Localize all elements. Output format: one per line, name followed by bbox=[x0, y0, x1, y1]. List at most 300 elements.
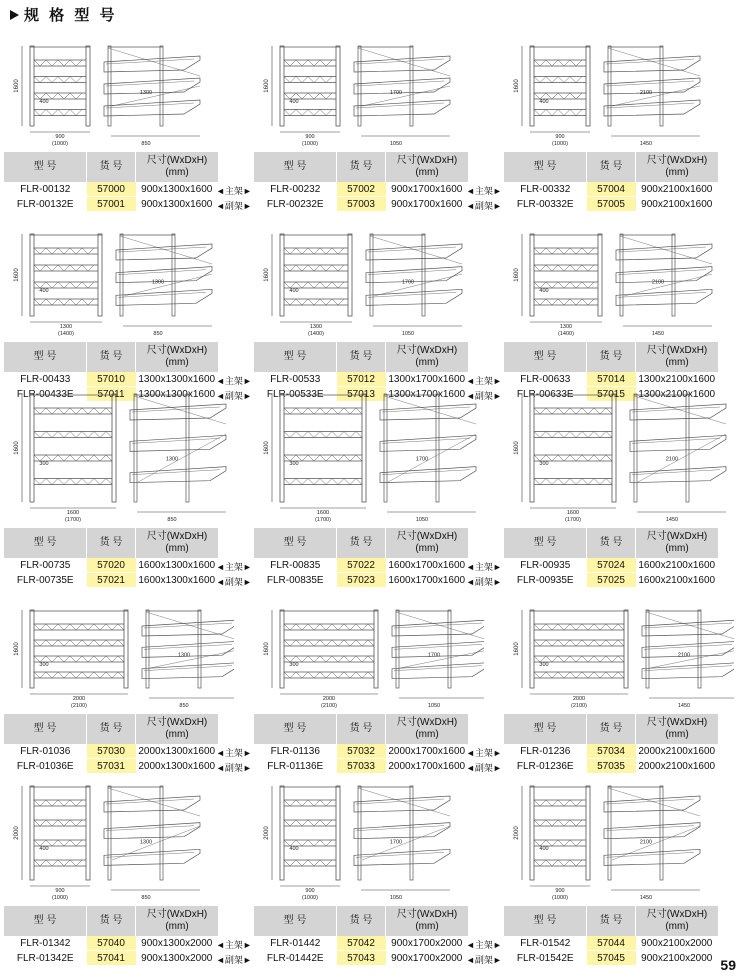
depth-dimension-label: 2100 bbox=[651, 279, 665, 286]
extension-dimension-label: 1450 bbox=[639, 141, 653, 147]
upright-right bbox=[586, 786, 590, 880]
code-cell: 57013 bbox=[337, 387, 386, 402]
header-size bbox=[636, 342, 719, 372]
rack-diagram bbox=[254, 604, 484, 714]
header-size-line1: 尺寸(WxDxH) bbox=[396, 717, 458, 728]
spec-cell bbox=[254, 40, 502, 214]
header-size-line1: 尺寸(WxDxH) bbox=[146, 909, 208, 920]
height-dimension-label: 2000 bbox=[14, 826, 20, 840]
height-dimension-label: 1600 bbox=[264, 268, 270, 282]
role-label-main: ◄主架► bbox=[216, 562, 252, 572]
upright-left bbox=[280, 46, 284, 126]
header-size bbox=[136, 906, 219, 936]
rack-diagram bbox=[504, 228, 734, 342]
depth-dimension-label: 1700 bbox=[389, 90, 403, 96]
spec-row bbox=[254, 744, 468, 759]
spec-table-header bbox=[4, 714, 218, 744]
side-view bbox=[630, 394, 726, 502]
upright-right bbox=[336, 786, 340, 880]
spec-table bbox=[4, 528, 218, 587]
model-cell: FLR-00633E bbox=[516, 388, 574, 400]
header-code: 货 号 bbox=[87, 342, 136, 372]
height-dimension-label: 1600 bbox=[264, 79, 270, 93]
front-view bbox=[530, 610, 628, 688]
flow-shelf bbox=[392, 620, 484, 636]
code-cell: 57002 bbox=[337, 182, 386, 197]
spec-row bbox=[504, 936, 718, 951]
model-cell: FLR-00433 bbox=[4, 372, 87, 387]
upright-right bbox=[362, 394, 366, 502]
rack-diagram bbox=[4, 780, 234, 906]
code-cell: 57040 bbox=[87, 936, 136, 951]
header-model: 型 号 bbox=[504, 906, 587, 936]
page-number: 59 bbox=[720, 957, 736, 973]
extension-dimension-label: 1050 bbox=[389, 895, 403, 901]
spec-table-header bbox=[254, 906, 468, 936]
code-cell: 57015 bbox=[587, 387, 636, 402]
flow-shelf bbox=[392, 663, 484, 679]
flow-shelf bbox=[630, 467, 726, 483]
page-title-text: 规 格 型 号 bbox=[24, 7, 118, 24]
flow-shelf bbox=[354, 100, 450, 116]
upright-left bbox=[530, 610, 534, 688]
front-view bbox=[530, 46, 590, 126]
code-cell: 57030 bbox=[87, 744, 136, 759]
size-cell: 900x1300x1600 bbox=[141, 198, 213, 210]
width-dimension-label: 900 bbox=[55, 134, 65, 140]
model-cell: FLR-01036 bbox=[4, 744, 87, 759]
side-view bbox=[604, 786, 700, 880]
model-cell: FLR-00332 bbox=[504, 182, 587, 197]
spec-row bbox=[254, 573, 468, 588]
upright-left bbox=[280, 786, 284, 880]
header-size-line2: (mm) bbox=[665, 729, 689, 740]
code-cell: 57035 bbox=[587, 759, 636, 774]
model-cell: FLR-00232E bbox=[266, 198, 324, 210]
rack-drawing bbox=[254, 40, 484, 152]
role-label-main: ◄主架► bbox=[466, 940, 502, 950]
rack-diagram bbox=[254, 40, 484, 152]
code-cell: 57043 bbox=[337, 951, 386, 966]
height-dimension-label: 1600 bbox=[14, 268, 20, 282]
width-overall-label: (2100) bbox=[571, 703, 587, 709]
rack-drawing bbox=[254, 228, 484, 342]
flow-shelf bbox=[130, 404, 226, 420]
size-cell: 1300x1700x1600 bbox=[386, 372, 469, 387]
rack-diagram bbox=[504, 388, 734, 528]
header-size bbox=[386, 152, 469, 182]
role-label-sub: ◄副架► bbox=[216, 201, 252, 211]
header-model: 型 号 bbox=[504, 152, 587, 182]
rack-drawing bbox=[4, 388, 234, 528]
flow-shelf bbox=[104, 100, 200, 116]
front-view bbox=[30, 786, 90, 880]
rack-diagram bbox=[4, 604, 234, 714]
rack-drawing bbox=[254, 388, 484, 528]
width-dimension-label: 900 bbox=[305, 134, 315, 140]
shelf-pitch-label: 400 bbox=[39, 846, 49, 852]
spec-cell bbox=[504, 228, 734, 404]
shelf-pitch-label: 400 bbox=[39, 288, 49, 294]
size-cell: 2000x1700x1600 bbox=[386, 744, 469, 759]
spec-table bbox=[254, 906, 468, 965]
flow-shelf bbox=[380, 467, 476, 483]
header-size bbox=[386, 906, 469, 936]
role-label-sub: ◄副架► bbox=[466, 577, 502, 587]
upright-right bbox=[586, 46, 590, 126]
front-view bbox=[280, 394, 366, 502]
size-cell: 900x1300x1600 bbox=[136, 182, 219, 197]
flow-shelf bbox=[354, 56, 450, 72]
depth-dimension-label: 1300 bbox=[139, 90, 153, 96]
extension-dimension-label: 1050 bbox=[415, 517, 429, 523]
size-cell: 900x2100x1600 bbox=[641, 198, 713, 210]
depth-dimension-label: 1700 bbox=[415, 456, 429, 463]
width-overall-label: (1400) bbox=[58, 331, 74, 337]
flow-shelf bbox=[142, 620, 234, 636]
code-cell: 57045 bbox=[587, 951, 636, 966]
header-size-line2: (mm) bbox=[665, 543, 689, 554]
rack-diagram bbox=[4, 388, 234, 528]
flow-shelf bbox=[630, 404, 726, 420]
shelf-pitch-label: 300 bbox=[539, 461, 549, 467]
spec-table-header bbox=[504, 906, 718, 936]
model-cell: FLR-00835 bbox=[254, 558, 337, 573]
header-code: 货 号 bbox=[87, 528, 136, 558]
upright-left bbox=[530, 46, 534, 126]
header-size bbox=[136, 152, 219, 182]
depth-dimension-label: 2100 bbox=[639, 839, 653, 846]
code-cell: 57005 bbox=[587, 197, 636, 212]
depth-dimension-label: 2100 bbox=[677, 652, 691, 659]
front-view bbox=[530, 786, 590, 880]
header-model: 型 号 bbox=[504, 528, 587, 558]
spec-table bbox=[504, 152, 718, 211]
header-size-line2: (mm) bbox=[165, 729, 189, 740]
spec-cell bbox=[504, 604, 734, 776]
model-cell: FLR-01542E bbox=[516, 952, 574, 964]
spec-table-header bbox=[504, 152, 718, 182]
height-dimension-label: 1600 bbox=[14, 79, 20, 93]
spec-row bbox=[254, 182, 468, 197]
header-model: 型 号 bbox=[4, 714, 87, 744]
size-cell: 2000x1300x1600 bbox=[136, 744, 219, 759]
page-title bbox=[10, 4, 118, 25]
role-label-sub: ◄副架► bbox=[466, 201, 502, 211]
shelf-pitch-label: 300 bbox=[539, 662, 549, 668]
model-cell: FLR-00735 bbox=[4, 558, 87, 573]
header-size bbox=[636, 906, 719, 936]
front-view bbox=[530, 234, 602, 316]
upright-left bbox=[30, 610, 34, 688]
height-dimension-label: 1600 bbox=[14, 642, 20, 656]
code-cell: 57014 bbox=[587, 372, 636, 387]
spec-table bbox=[504, 528, 718, 587]
size-cell: 1300x1300x1600 bbox=[136, 372, 219, 387]
height-dimension-label: 2000 bbox=[514, 826, 520, 840]
header-model: 型 号 bbox=[254, 342, 337, 372]
role-label-main: ◄主架► bbox=[216, 376, 252, 386]
spec-table-header bbox=[4, 342, 218, 372]
spec-cell bbox=[4, 604, 252, 776]
header-size-line2: (mm) bbox=[415, 357, 439, 368]
rack-diagram bbox=[254, 780, 484, 906]
role-label-sub: ◄副架► bbox=[216, 763, 252, 773]
side-view bbox=[616, 234, 712, 316]
spec-row bbox=[4, 182, 218, 197]
width-overall-label: (1700) bbox=[315, 517, 331, 523]
spec-table bbox=[4, 152, 218, 211]
width-dimension-label: 1600 bbox=[316, 510, 330, 516]
upright-right bbox=[374, 610, 378, 688]
height-dimension-label: 1600 bbox=[514, 79, 520, 93]
header-code: 货 号 bbox=[587, 714, 636, 744]
header-size bbox=[636, 152, 719, 182]
flow-shelf bbox=[366, 244, 462, 260]
width-dimension-label: 900 bbox=[555, 888, 565, 894]
spec-table bbox=[254, 714, 468, 773]
role-label-main: ◄主架► bbox=[216, 186, 252, 196]
size-cell: 2000x1700x1600 bbox=[388, 760, 466, 772]
code-cell: 57020 bbox=[87, 558, 136, 573]
header-model: 型 号 bbox=[4, 906, 87, 936]
header-code: 货 号 bbox=[337, 906, 386, 936]
header-code: 货 号 bbox=[87, 714, 136, 744]
spec-row bbox=[254, 197, 468, 212]
header-model: 型 号 bbox=[254, 714, 337, 744]
flow-shelf bbox=[604, 823, 700, 839]
spec-row bbox=[504, 372, 718, 387]
rack-diagram bbox=[4, 228, 234, 342]
header-model: 型 号 bbox=[4, 342, 87, 372]
code-cell: 57034 bbox=[587, 744, 636, 759]
front-view bbox=[30, 394, 116, 502]
spec-row bbox=[4, 951, 218, 966]
size-cell: 900x2100x2000 bbox=[636, 936, 719, 951]
header-code: 货 号 bbox=[587, 342, 636, 372]
rack-drawing bbox=[4, 604, 234, 714]
spec-cell bbox=[254, 228, 502, 404]
upright-left bbox=[530, 786, 534, 880]
flow-shelf bbox=[130, 467, 226, 483]
width-overall-label: (1000) bbox=[302, 895, 318, 901]
header-model: 型 号 bbox=[4, 152, 87, 182]
model-cell: FLR-00332E bbox=[516, 198, 574, 210]
flow-shelf bbox=[642, 620, 734, 636]
size-cell: 1600x2100x1600 bbox=[638, 574, 716, 586]
width-dimension-label: 1600 bbox=[66, 510, 80, 516]
spec-row bbox=[504, 182, 718, 197]
model-cell: FLR-01136E bbox=[267, 760, 324, 772]
depth-dimension-label: 1300 bbox=[139, 839, 153, 846]
size-cell: 900x1700x1600 bbox=[386, 182, 469, 197]
width-dimension-label: 1300 bbox=[309, 324, 323, 330]
spec-row bbox=[254, 759, 468, 774]
side-view bbox=[354, 46, 450, 126]
header-size-line2: (mm) bbox=[165, 921, 189, 932]
role-label-main: ◄主架► bbox=[466, 186, 502, 196]
height-dimension-label: 1600 bbox=[514, 642, 520, 656]
size-cell: 1600x1300x1600 bbox=[136, 558, 219, 573]
spec-table bbox=[4, 906, 218, 965]
code-cell: 57000 bbox=[87, 182, 136, 197]
header-size bbox=[386, 714, 469, 744]
rack-diagram bbox=[254, 228, 484, 342]
side-view bbox=[116, 234, 212, 316]
extension-dimension-label: 850 bbox=[141, 141, 151, 147]
front-view bbox=[280, 46, 340, 126]
side-view bbox=[604, 46, 700, 126]
width-overall-label: (1000) bbox=[552, 141, 568, 147]
depth-dimension-label: 2100 bbox=[665, 456, 679, 463]
front-view bbox=[30, 46, 90, 126]
upright-left bbox=[30, 394, 34, 502]
model-cell: FLR-00533 bbox=[254, 372, 337, 387]
front-view bbox=[280, 786, 340, 880]
header-size-line2: (mm) bbox=[165, 543, 189, 554]
model-cell: FLR-01442 bbox=[254, 936, 337, 951]
spec-row bbox=[504, 744, 718, 759]
header-size bbox=[386, 342, 469, 372]
upright-right bbox=[612, 394, 616, 502]
shelf-pitch-label: 400 bbox=[539, 99, 549, 105]
header-size-line1: 尺寸(WxDxH) bbox=[646, 155, 708, 166]
header-size bbox=[636, 714, 719, 744]
width-dimension-label: 1600 bbox=[566, 510, 580, 516]
upright-left bbox=[280, 610, 284, 688]
header-size-line2: (mm) bbox=[415, 729, 439, 740]
header-size-line1: 尺寸(WxDxH) bbox=[646, 531, 708, 542]
role-label-main: ◄主架► bbox=[466, 562, 502, 572]
shelf-pitch-label: 400 bbox=[289, 288, 299, 294]
spec-cell bbox=[4, 40, 252, 214]
model-cell: FLR-01036E bbox=[16, 760, 74, 772]
model-cell: FLR-00835E bbox=[266, 574, 324, 586]
spec-row bbox=[4, 558, 218, 573]
spec-row bbox=[4, 744, 218, 759]
height-dimension-label: 1600 bbox=[14, 441, 20, 455]
flow-shelf bbox=[130, 435, 226, 451]
code-cell: 57032 bbox=[337, 744, 386, 759]
size-cell: 900x1700x1600 bbox=[391, 198, 463, 210]
width-overall-label: (2100) bbox=[321, 703, 337, 709]
shelf-pitch-label: 400 bbox=[289, 846, 299, 852]
side-view bbox=[642, 610, 734, 688]
size-cell: 1300x2100x1600 bbox=[638, 388, 716, 400]
code-cell: 57023 bbox=[337, 573, 386, 588]
model-cell: FLR-01342E bbox=[16, 952, 74, 964]
flow-shelf bbox=[116, 289, 212, 305]
spec-row bbox=[254, 558, 468, 573]
spec-table-header bbox=[4, 152, 218, 182]
role-label-sub: ◄副架► bbox=[466, 955, 502, 965]
model-cell: FLR-01236 bbox=[504, 744, 587, 759]
extension-dimension-label: 850 bbox=[141, 895, 151, 901]
spec-table-header bbox=[504, 342, 718, 372]
spec-row bbox=[4, 197, 218, 212]
shelf-pitch-label: 300 bbox=[39, 662, 49, 668]
header-size bbox=[136, 714, 219, 744]
width-overall-label: (2100) bbox=[71, 703, 87, 709]
width-overall-label: (1000) bbox=[552, 895, 568, 901]
side-view bbox=[104, 786, 200, 880]
rack-drawing bbox=[504, 228, 734, 342]
size-cell: 900x2100x2000 bbox=[641, 952, 713, 964]
model-cell: FLR-00735E bbox=[16, 574, 74, 586]
spec-table bbox=[4, 714, 218, 773]
side-view bbox=[354, 786, 450, 880]
model-cell: FLR-00232 bbox=[254, 182, 337, 197]
header-size-line2: (mm) bbox=[415, 921, 439, 932]
model-cell: FLR-00633 bbox=[504, 372, 587, 387]
width-dimension-label: 2000 bbox=[572, 696, 586, 702]
role-label-sub: ◄副架► bbox=[216, 577, 252, 587]
header-size-line1: 尺寸(WxDxH) bbox=[396, 155, 458, 166]
spec-row bbox=[504, 759, 718, 774]
size-cell: 900x1700x2000 bbox=[386, 936, 469, 951]
depth-dimension-label: 1700 bbox=[427, 652, 441, 659]
spec-table-header bbox=[254, 152, 468, 182]
code-cell: 57031 bbox=[87, 759, 136, 774]
flow-shelf bbox=[642, 663, 734, 679]
spec-table-header bbox=[504, 528, 718, 558]
header-model: 型 号 bbox=[254, 528, 337, 558]
rack-drawing bbox=[254, 780, 484, 906]
size-cell: 1600x2100x1600 bbox=[636, 558, 719, 573]
rack-diagram bbox=[504, 780, 734, 906]
width-dimension-label: 2000 bbox=[72, 696, 86, 702]
code-cell: 57025 bbox=[587, 573, 636, 588]
flow-shelf bbox=[616, 289, 712, 305]
model-cell: FLR-00132 bbox=[4, 182, 87, 197]
spec-table-header bbox=[254, 714, 468, 744]
extension-dimension-label: 1050 bbox=[401, 331, 415, 337]
spec-cell bbox=[4, 228, 252, 404]
spec-row bbox=[4, 759, 218, 774]
spec-row bbox=[254, 372, 468, 387]
code-cell: 57044 bbox=[587, 936, 636, 951]
front-view bbox=[30, 234, 102, 316]
front-view bbox=[280, 610, 378, 688]
code-cell: 57012 bbox=[337, 372, 386, 387]
depth-dimension-label: 1300 bbox=[165, 456, 179, 463]
side-view bbox=[130, 394, 226, 502]
extension-dimension-label: 1450 bbox=[651, 331, 665, 337]
rack-diagram bbox=[504, 40, 734, 152]
flow-shelf bbox=[104, 796, 200, 812]
header-code: 货 号 bbox=[337, 528, 386, 558]
spec-row bbox=[504, 573, 718, 588]
header-size bbox=[636, 528, 719, 558]
role-label-sub: ◄副架► bbox=[216, 955, 252, 965]
rack-drawing bbox=[4, 228, 234, 342]
model-cell: FLR-01136 bbox=[254, 744, 337, 759]
flow-shelf bbox=[604, 796, 700, 812]
rack-diagram bbox=[254, 388, 484, 528]
role-label-main: ◄主架► bbox=[466, 748, 502, 758]
rack-drawing bbox=[504, 40, 734, 152]
header-size-line2: (mm) bbox=[665, 921, 689, 932]
header-size-line1: 尺寸(WxDxH) bbox=[396, 531, 458, 542]
code-cell: 57001 bbox=[87, 197, 136, 212]
triangle-bullet-icon bbox=[10, 10, 19, 20]
spec-table-header bbox=[4, 906, 218, 936]
width-overall-label: (1700) bbox=[65, 517, 81, 523]
upright-right bbox=[598, 234, 602, 316]
upright-left bbox=[30, 46, 34, 126]
shelf-pitch-label: 300 bbox=[289, 461, 299, 467]
role-label-main: ◄主架► bbox=[216, 940, 252, 950]
